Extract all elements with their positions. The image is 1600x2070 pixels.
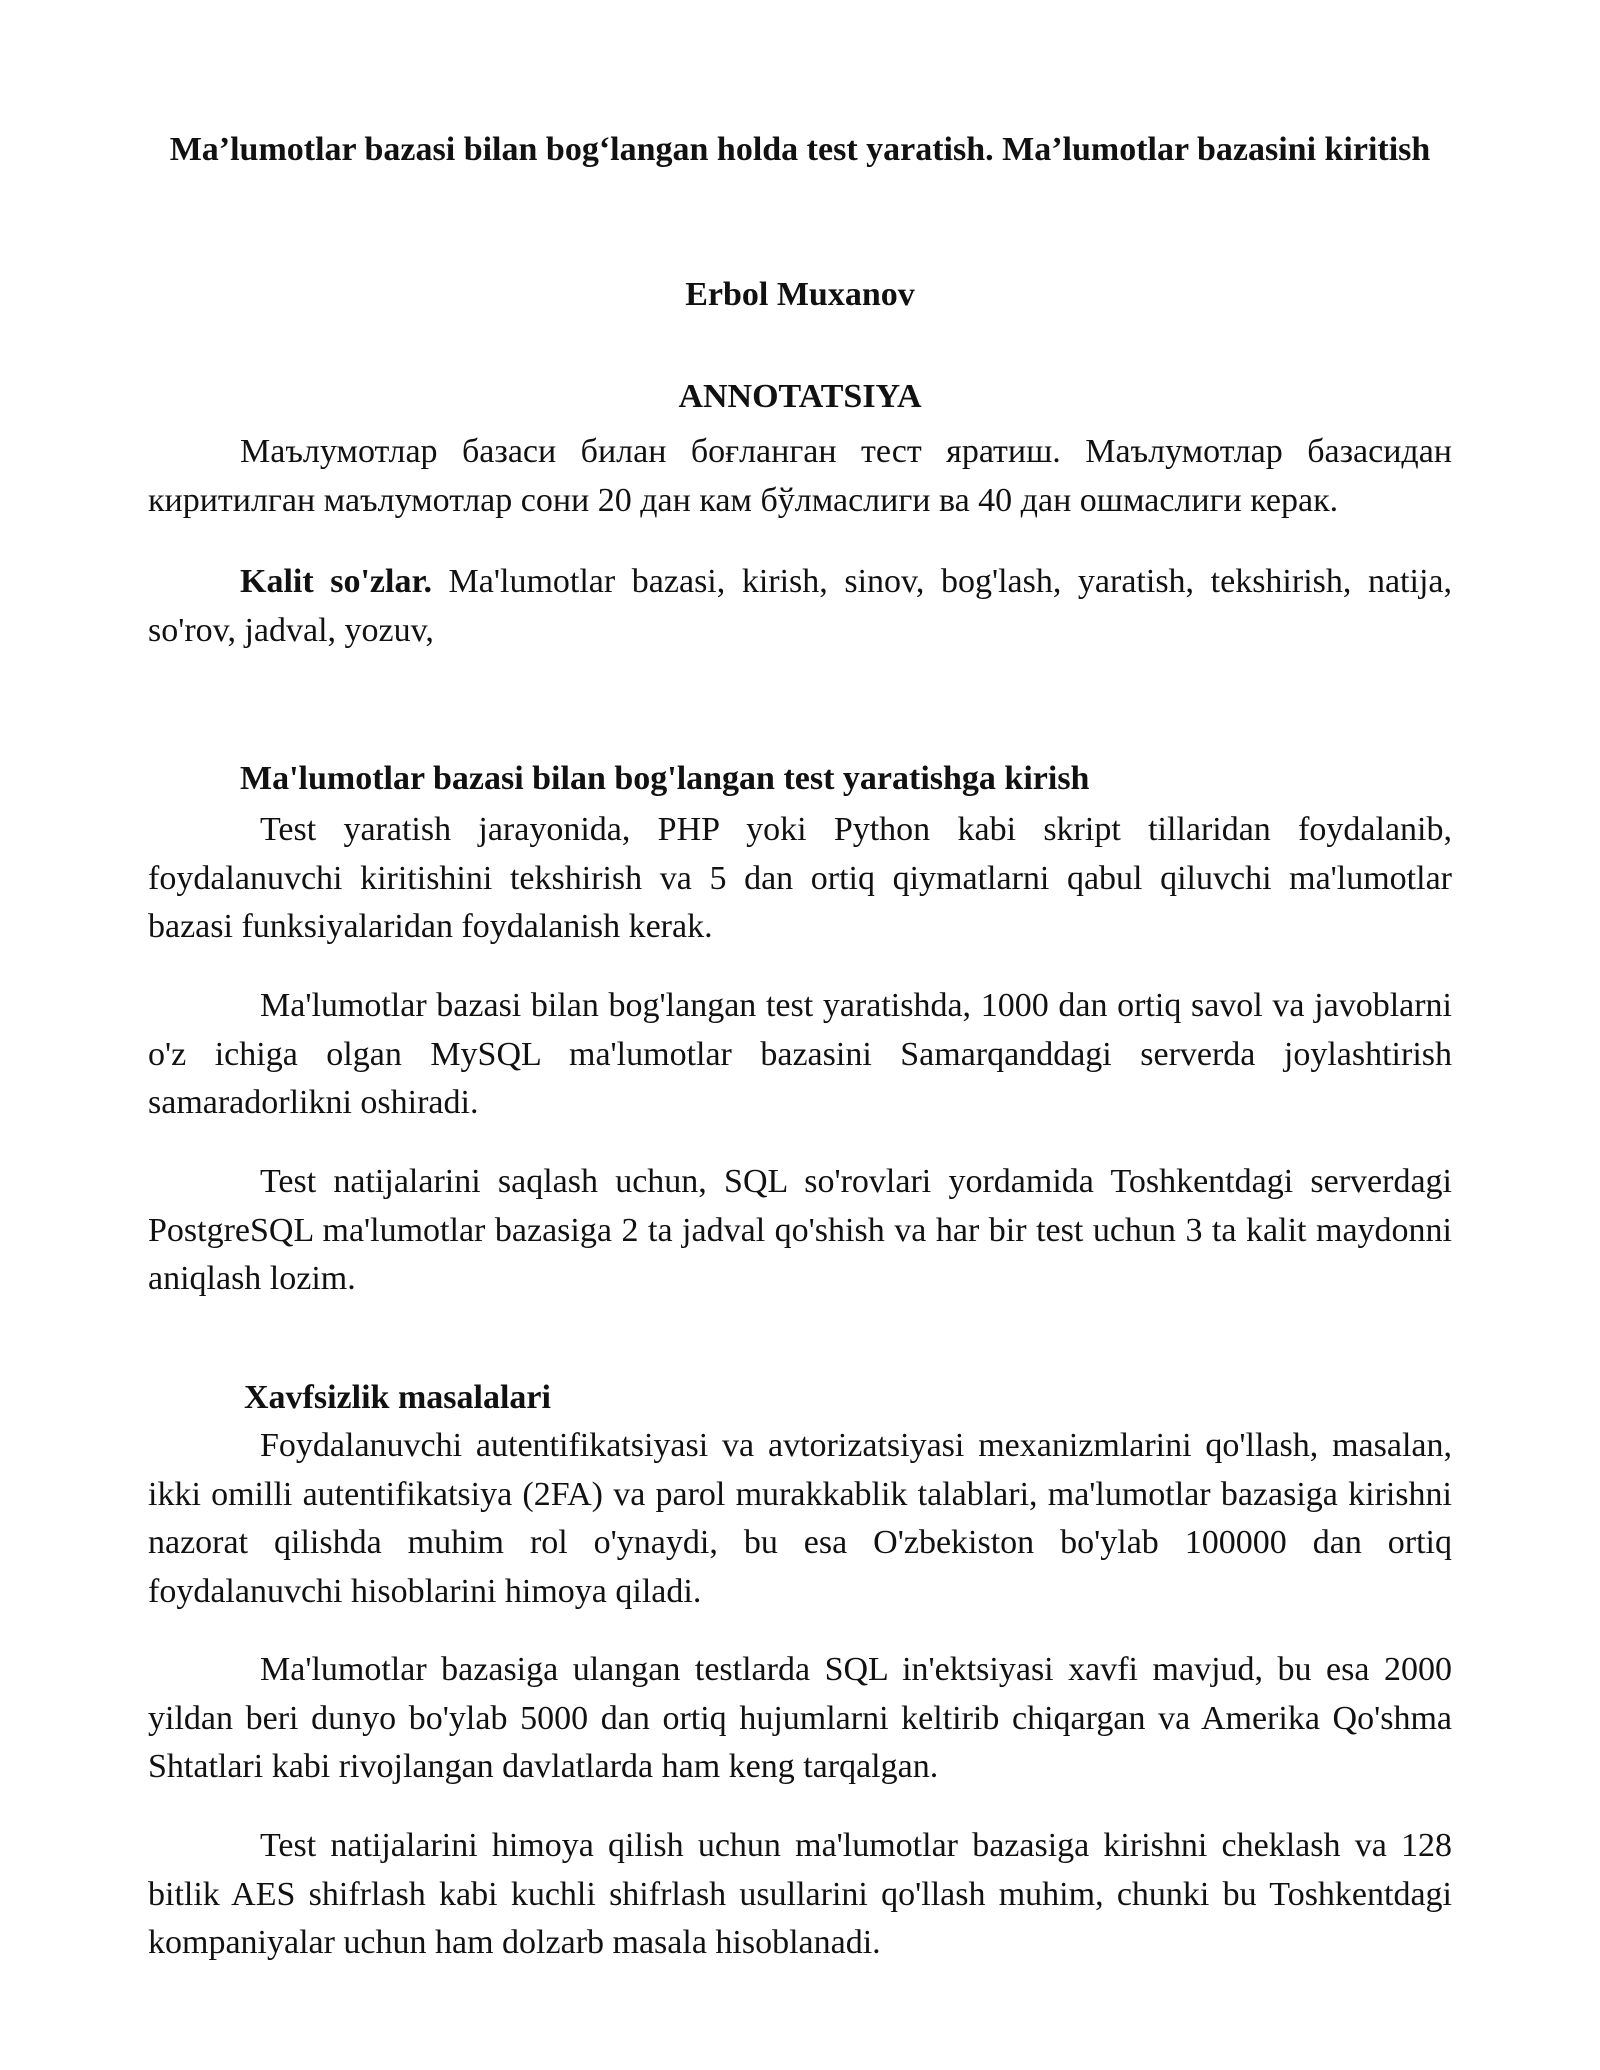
author-name: Erbol Muxanov [685,276,915,313]
document-title: Ma’lumotlar bazasi bilan bog‘langan holda test yaratish. Ma’lumotlar bazasini kiritish [169,131,1431,168]
keywords-paragraph [148,558,1452,655]
security-paragraph-2: Ma'lumotlar bazasiga ulangan testlarda SQL in'ektsiyasi xavfi mavjud, bu esa 2000 yildan beri dunyo bo'ylab 5000 dan ortiq hujumlarni keltirib chiqargan va Amerika Qo'shma Shtatlari kabi rivojlangan davlatlarda ham keng tarqalgan. [148,1651,1452,1785]
annotation-heading: ANNOTATSIYA [678,378,922,415]
keywords-label: Kalit so'zlar. [240,563,432,600]
security-paragraph-3: Test natijalarini himoya qilish uchun ma'lumotlar bazasiga kirishni cheklash va 128 bitlik AES shifrlash kabi kuchli shifrlash usullarini qo'llash muhim, chunki bu Toshkentdagi kompaniyalar uchun ham dolzarb masala hisoblanadi. [148,1827,1452,1961]
intro-paragraph-1: Test yaratish jarayonida, PHP yoki Python kabi skript tillaridan foydalanib, foydalanuvchi kiritishini tekshirish va 5 dan ortiq qiymatlarni qabul qiluvchi ma'lumotlar bazasi funksiyalaridan foydalanish kerak. [148,811,1452,945]
section-heading-intro: Ma'lumotlar bazasi bilan bog'langan test yaratishga kirish [240,760,1090,797]
intro-paragraph-3: Test natijalarini saqlash uchun, SQL so'rovlari yordamida Toshkentdagi serverdagi PostgreSQL ma'lumotlar bazasiga 2 ta jadval qo'shish va har bir test uchun 3 ta kalit maydonni aniqlash lozim. [148,1163,1452,1297]
intro-paragraph-2: Ma'lumotlar bazasi bilan bog'langan test yaratishda, 1000 dan ortiq savol va javoblarni o'z ichiga olgan MySQL ma'lumotlar bazasini Samarqanddagi serverda joylashtirish samaradorlikni oshiradi. [148,987,1452,1121]
annotation-text: Маълумотлар базаси билан боғланган тест яратиш. Маълумотлар базасидан киритилган маълумотлар сони 20 дан кам бўлмаслиги ва 40 дан ошмаслиги керак. [148,433,1452,519]
section-heading-security: Xavfsizlik masalalari [244,1379,551,1416]
security-paragraph-1: Foydalanuvchi autentifikatsiyasi va avtorizatsiyasi mexanizmlarini qo'llash, masalan, ikki omilli autentifikatsiya (2FA) va parol murakkablik talablari, ma'lumotlar bazasiga kirishni nazorat qilishda muhim rol o'ynaydi, bu esa O'zbekiston bo'ylab 100000 dan ortiq foydalanuvchi hisoblarini himoya qiladi. [148,1427,1452,1610]
keywords-text: Ma'lumotlar bazasi, kirish, sinov, bog'lash, yaratish, tekshirish, natija, so'rov, jadval, yozuv, [148,563,1452,649]
